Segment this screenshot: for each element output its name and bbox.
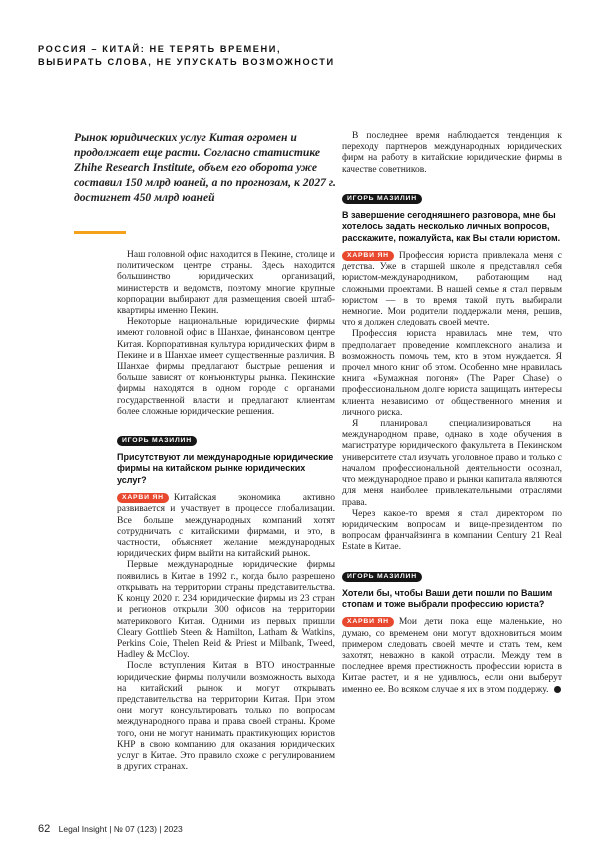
footer-publication: Legal Insight | № 07 (123) | 2023 [58, 824, 183, 834]
answer-paragraph [342, 617, 562, 695]
body-paragraph: В последнее время наблюдается тенденция к переходу партнеров международных юридических фирм на работу в китайские юридические фирмы в качестве советников. [342, 131, 562, 175]
answer-paragraph [342, 251, 562, 329]
header-line-2: ВЫБИРАТЬ СЛОВА, НЕ УПУСКАТЬ ВОЗМОЖНОСТИ [38, 57, 335, 67]
interview-question: Присутствуют ли международные юридические фирмы на китайском рынке юридических услуг? [117, 452, 334, 485]
interviewer-tag: ИГОРЬ МАЗИЛИН [342, 572, 422, 582]
interviewer-tag: ИГОРЬ МАЗИЛИН [117, 436, 197, 446]
answer-paragraph: Профессия юриста нравилась мне тем, что предполагает проведение комплексного анализа и возможность помочь тем, кто в этом нуждается. Я прочел много книг об этом. Особенно мне нравилась книга «Бумажная погоня» (The Paper Chase) о профессиональном долге юриста защищать интересы клиента независимо от общественного мнения и личного риска. [342, 329, 562, 418]
header-line-1: РОССИЯ – КИТАЙ: НЕ ТЕРЯТЬ ВРЕМЕНИ, [38, 44, 282, 54]
answer-paragraph: Я планировал специализироваться на международном праве, однако в ходе обучения в магистратуре юридического факультета в Пекинском университете стал изучать уголовное право и только с началом профессиональной деятельности осознал, что международное право и рынки капитала являются для меня наиболее привлекательными отраслями права. [342, 419, 562, 508]
answer-paragraph [117, 493, 335, 560]
lead-paragraph: Рынок юридических услуг Китая огромен и продолжает еще расти. Согласно статистике Zhihe Research Institute, объем его оборота уже составил 150 млрд юаней, а по прогнозам, к 2027 г. достигнет 450 млрд юаней [74, 131, 336, 204]
interviewer-tag: ИГОРЬ МАЗИЛИН [342, 194, 422, 204]
section-header [38, 43, 358, 69]
right-column [342, 131, 562, 696]
lead-accent-rule [74, 231, 126, 234]
speaker-tag: ХАРВИ ЯН [342, 617, 394, 627]
page-number: 62 [38, 823, 51, 835]
end-mark-icon [554, 686, 561, 693]
left-column [117, 250, 335, 773]
body-paragraph: Наш головной офис находится в Пекине, столице и политическом центре страны. Здесь находится большинство юридических организаций, министерств и ведомств, поэтому многие крупные корпорации выбирают для размещения своей штаб-квартиры именно Пекин. [117, 250, 335, 317]
answer-text: Мои дети пока еще маленькие, но думаю, со временем они могут вдохновиться моим примером следовать своей мечте и стать тем, кем захотят, неважно в какой отрасли. Между тем в последнее время престижность профессии юриста в Китае растет, и я не удивлюсь, если они выберут именно ее. Во всяком случае я их в этом поддержу. [342, 617, 562, 695]
answer-paragraph: Первые международные юридические фирмы появились в Китае в 1992 г., когда было разрешено открывать на территории страны представительства. К концу 2020 г. 234 юридические фирмы из 23 стран и регионов открыли 300 офисов на территории материкового Китая. Одними из первых пришли Cleary Gottlieb Steen & Hamilton, Latham & Watkins, Perkins Coie, Thelen Reid & Priest и Milbank, Tweed, Hadley & McCloy. [117, 560, 335, 661]
body-paragraph: Некоторые национальные юридические фирмы имеют головной офис в Шанхае, финансовом центре Китая. Корпоративная культура юридических фирм в Пекине и в Шанхае имеет существенные различия. В Шанхае фирмы предлагают быстрые решения и больше зависят от конъюнктуры рынка. Пекинские фирмы находятся в одном городе с органами государственной власти и предлагают клиентам более сложные юридические решения. [117, 317, 335, 417]
answer-paragraph: После вступления Китая в ВТО иностранные юридические фирмы получили возможность выхода на китайский рынок и могут открывать представительства на территории Китая. При этом они могут консультировать только по вопросам международного права и права своей страны. Кроме того, они не могут нанимать практикующих юристов КНР в свою компанию для оказания юридических услуг в Китае. Это правило схоже с регулированием в других странах. [117, 661, 335, 773]
interview-question: Хотели бы, чтобы Ваши дети пошли по Вашим стопам и тоже выбрали профессию юриста? [342, 587, 553, 609]
interview-question: В завершение сегодняшнего разговора, мне бы хотелось задать несколько личных вопросов, расскажите, пожалуйста, как Вы стали юристом. [342, 209, 561, 243]
answer-paragraph: Через какое-то время я стал директором по юридическим вопросам и вице-президентом по вопросам франчайзинга в компании Century 21 Real Estate в Китае. [342, 508, 562, 553]
speaker-tag: ХАРВИ ЯН [117, 493, 169, 503]
answer-text: Китайская экономика активно развивается и участвует в процессе глобализации. Все больше международных компаний хотят сотрудничать с китайскими фирмами, и это, в частности, объясняет желание международных юридических фирм выйти на китайский рынок. [117, 493, 335, 560]
page-footer [38, 823, 183, 835]
speaker-tag: ХАРВИ ЯН [342, 251, 394, 261]
answer-text: Профессия юриста привлекала меня с детства. Уже в старшей школе я представлял себя юристом-международником, работающим над сложными проектами. В нашей семье я стал первым юристом — в то время такой путь выбирали немногие. Мои родители поддержали меня, решив, что я должен следовать своей мечте. [342, 251, 562, 329]
